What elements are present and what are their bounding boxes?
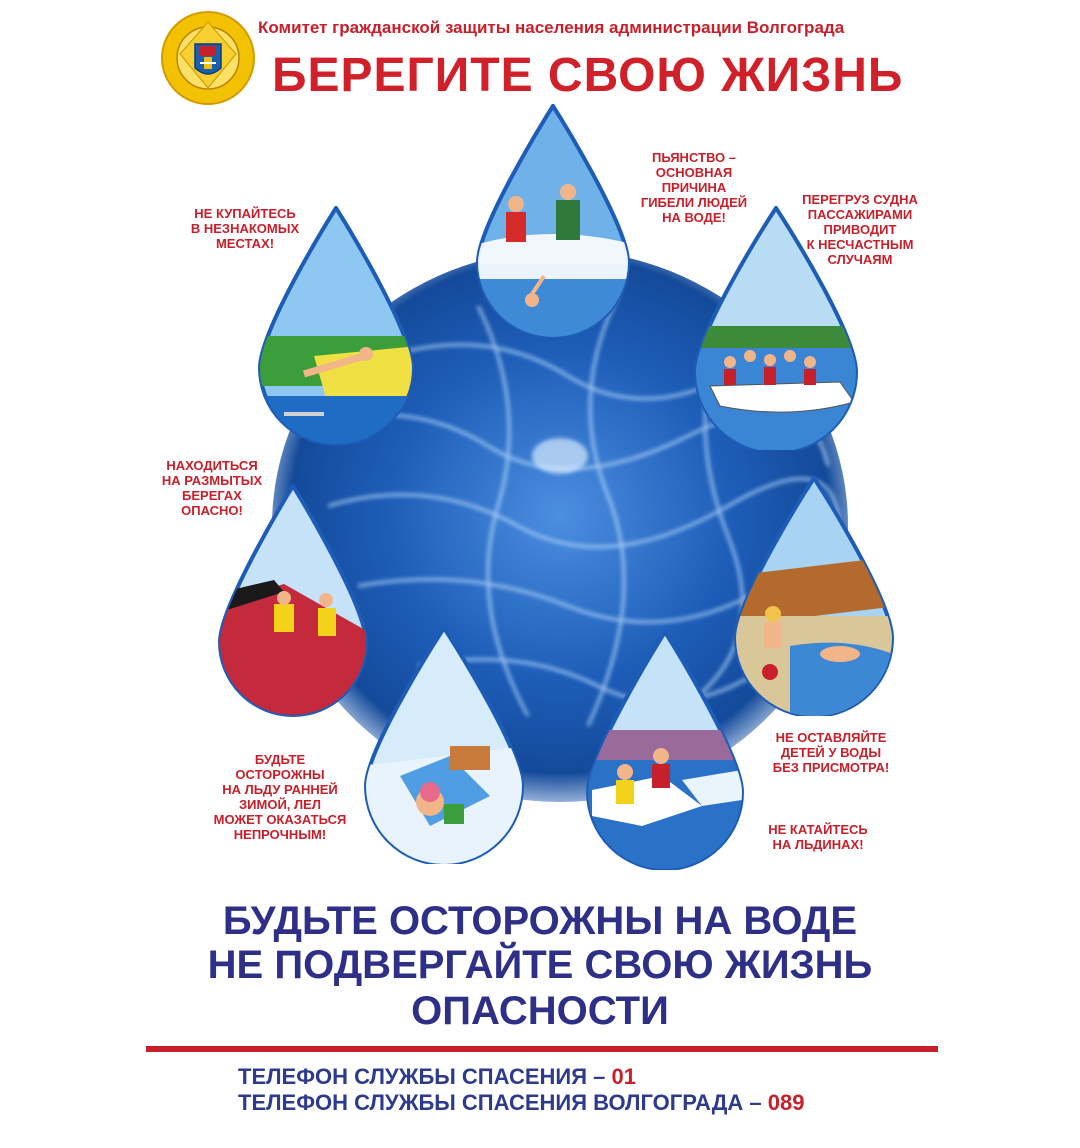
divider [146,1046,938,1052]
slogan-line-1: БУДЬТЕ ОСТОРОЖНЫ НА ВОДЕ [222,899,858,943]
eroded-bank-scene [214,484,372,720]
drop-drinking [472,104,634,340]
caption-drinking: ПЬЯНСТВО – ОСНОВНАЯ ПРИЧИНА ГИБЕЛИ ЛЮДЕЙ НА ВОДЕ! [640,150,748,225]
ice-floe-scene [582,630,748,870]
phone-line-1 [238,1064,636,1090]
slogan-line-3: ОПАСНОСТИ [411,989,669,1033]
caption-overload: ПЕРЕГРУЗ СУДНА ПАССАЖИРАМИ ПРИВОДИТ К НЕСЧАСТНЫМ СЛУЧАЯМ [802,192,918,267]
drop-floes [582,630,748,870]
children-unattended-scene [730,476,898,716]
drop-children [730,476,898,716]
caption-unknown-places: НЕ КУПАЙТЕСЬ В НЕЗНАКОМЫХ МЕСТАХ! [190,206,300,251]
drop-banks [214,484,372,720]
phone-2-label: ТЕЛЕФОН СЛУЖБЫ СПАСЕНИЯ ВОЛГОГРАДА – [238,1090,762,1115]
emblem [160,10,256,106]
slogan-line-2: НЕ ПОДВЕРГАЙТЕ СВОЮ ЖИЗНЬ [207,943,873,987]
thin-ice-scene [360,626,528,864]
drinking-on-boat-scene [472,104,634,340]
caption-children: НЕ ОСТАВЛЯЙТЕ ДЕТЕЙ У ВОДЫ БЕЗ ПРИСМОТРА! [772,730,890,775]
emblem-seal-icon [160,10,256,106]
phone-1-number: 01 [611,1064,636,1089]
phone-1-label: ТЕЛЕФОН СЛУЖБЫ СПАСЕНИЯ – [238,1064,606,1089]
caption-banks: НАХОДИТЬСЯ НА РАЗМЫТЫХ БЕРЕГАХ ОПАСНО! [161,458,263,518]
drop-ice [360,626,528,864]
page-title: БЕРЕГИТЕ СВОЮ ЖИЗНЬ [272,49,904,102]
phone-line-2 [238,1090,804,1116]
caption-floes: НЕ КАТАЙТЕСЬ НА ЛЬДИНАХ! [768,822,868,852]
committee-name: Комитет гражданской защиты населения администрации Волгограда [258,18,845,37]
caption-ice: БУДЬТЕ ОСТОРОЖНЫ НА ЛЬДУ РАННЕЙ ЗИМОЙ, ЛЕЛ МОЖЕТ ОКАЗАТЬСЯ НЕПРОЧНЫМ! [213,752,347,842]
phone-2-number: 089 [767,1090,805,1115]
